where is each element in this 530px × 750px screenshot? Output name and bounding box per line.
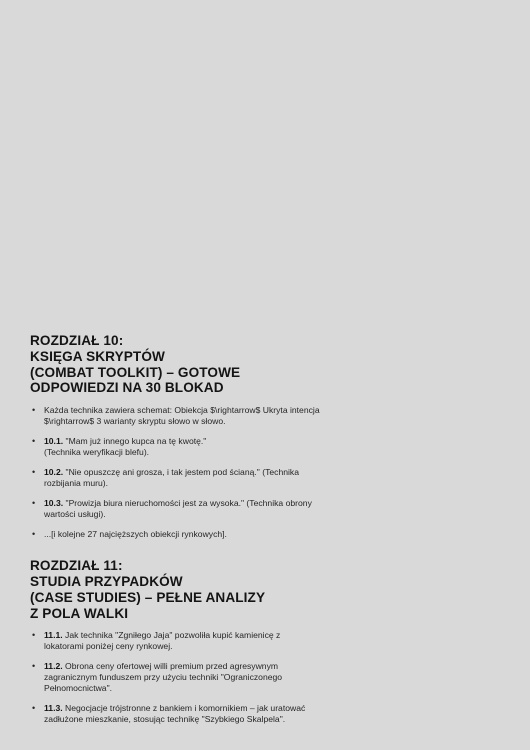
chapter-11-list (30, 630, 342, 725)
list-item (30, 498, 342, 520)
section-spacer (30, 549, 342, 558)
item-number: 10.1. (44, 436, 64, 447)
item-line: • ...[i kolejne 27 najcięższych obiekcji rynkowych]. (44, 529, 227, 540)
heading-line: (CASE STUDIES) – PEŁNE ANALIZY (30, 589, 266, 605)
heading-line: KSIĘGA SKRYPTÓW (30, 348, 165, 364)
heading-line: Z POLA WALKI (30, 605, 129, 621)
heading-line: ROZDZIAŁ 11: (30, 558, 123, 574)
item-line: Jak technika "Zgniłego Jaja" pozwoliła kupić kamienicę z (62, 630, 281, 641)
item-number: 11.1. (44, 630, 63, 641)
item-line: (Technika weryfikacji blefu). (44, 447, 150, 458)
item-line: Negocjacje trójstronne z bankiem i komornikiem – jak uratować (62, 703, 306, 714)
chapter-11-heading (30, 558, 342, 621)
heading-line: ODPOWIEDZI NA 30 BLOKAD (30, 380, 224, 396)
item-number: 10.2. (44, 467, 64, 478)
item-line: wartości usługi). (44, 509, 106, 520)
document-body (30, 333, 342, 734)
item-line: Pełnomocnictwa". (44, 683, 113, 694)
list-item (30, 467, 342, 489)
item-line: lokatorami poniżej ceny rynkowej. (44, 641, 173, 652)
item-line: zagranicznym funduszem przy użyciu techniki "Ograniczonego (44, 672, 283, 683)
item-line: zadłużone mieszkanie, stosując technikę "Szybkiego Skalpela". (44, 714, 286, 725)
item-number: 10.3. (44, 498, 64, 509)
item-line: "Prowizja biura nieruchomości jest za wysoka." (Technika obrony (63, 498, 312, 509)
chapter-10-list (30, 405, 342, 540)
chapter-10-heading (30, 333, 342, 396)
item-line: "Nie opuszczę ani grosza, i tak jestem pod ścianą." (Technika (63, 467, 299, 478)
heading-line: STUDIA PRZYPADKÓW (30, 573, 183, 589)
list-item (30, 661, 342, 694)
list-item (30, 630, 342, 652)
heading-line: ROZDZIAŁ 10: (30, 333, 124, 348)
item-line: • Każda technika zawiera schemat: Obiekcja $\rightarrow$ Ukryta intencja (44, 405, 320, 416)
item-line: "Mam już innego kupca na tę kwotę." (63, 436, 207, 447)
list-item (30, 703, 342, 725)
heading-line: (COMBAT TOOLKIT) – GOTOWE (30, 364, 241, 380)
item-line: rozbijania muru). (44, 478, 108, 489)
list-item (30, 436, 342, 458)
list-item (30, 529, 342, 540)
item-number: 11.2. (44, 661, 63, 672)
item-line: Obrona ceny ofertowej willi premium przed agresywnym (62, 661, 279, 672)
item-number: 11.3. (44, 703, 63, 714)
list-item (30, 405, 342, 427)
item-line: $\rightarrow$ 3 warianty skryptu słowo w słowo. (44, 416, 226, 427)
